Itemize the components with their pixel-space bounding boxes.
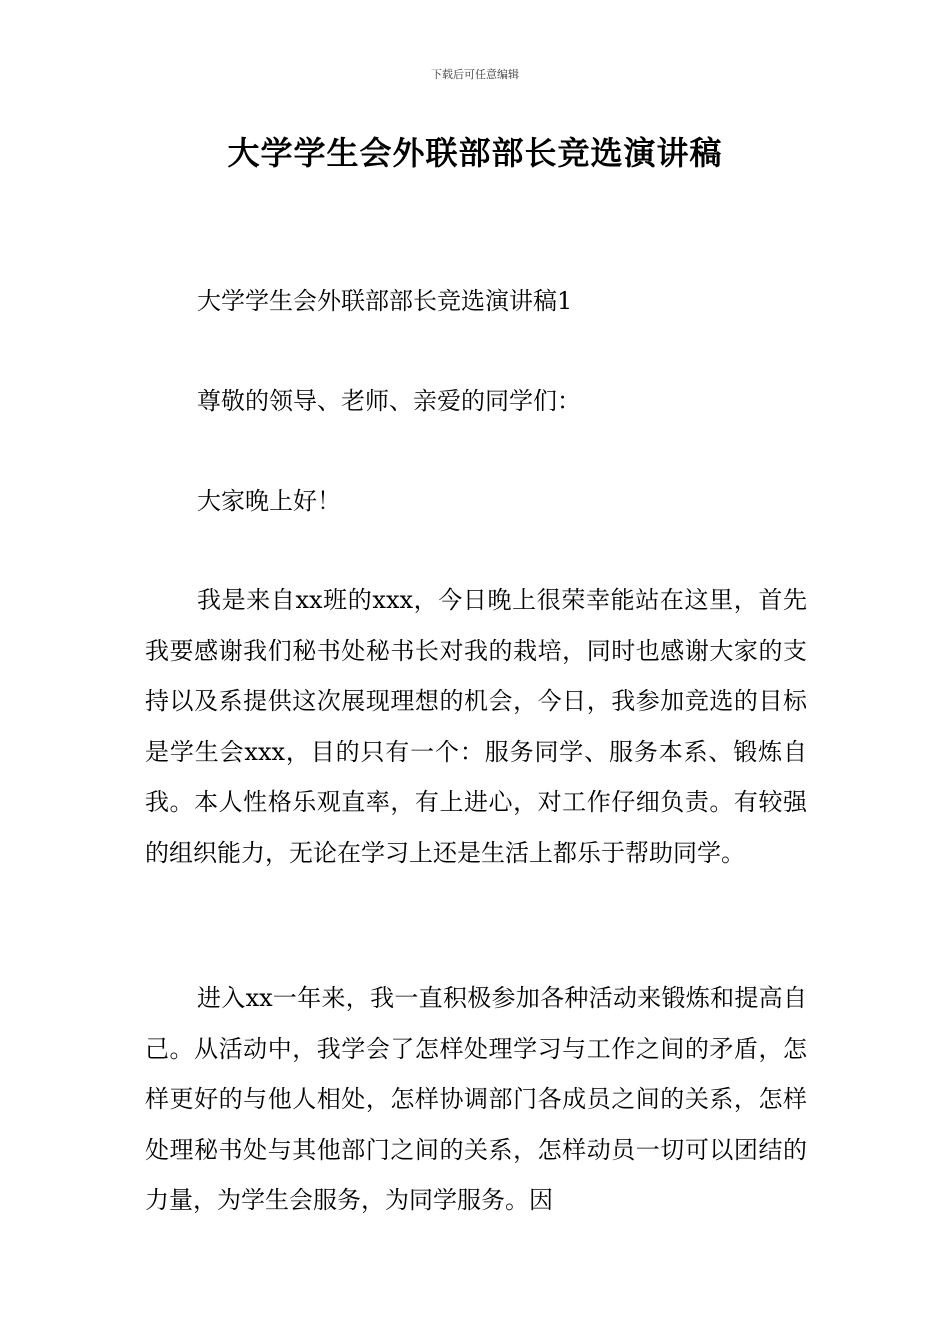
paragraph-body: 进入xx一年来，我一直积极参加各种活动来锻炼和提高自己。从活动中，我学会了怎样处理学习与工作之间的矛盾，怎样更好的与他人相处，怎样协调部门各成员之间的关系，怎样处理秘书处与其他部门之间的关系，怎样动员一切可以团结的力量，为学生会服务，为同学服务。因 bbox=[145, 984, 807, 1214]
header-note: 下载后可任意编辑 bbox=[431, 68, 519, 81]
document-title: 大学学生会外联部部长竞选演讲稿 bbox=[227, 134, 723, 172]
paragraph-greeting: 大家晚上好！ bbox=[197, 487, 341, 515]
paragraph-salutation: 尊敬的领导、老师、亲爱的同学们： bbox=[197, 387, 581, 415]
paragraph-body: 我是来自xx班的xxx，今日晚上很荣幸能站在这里，首先我要感谢我们秘书处秘书长对我的栽培，同时也感谢大家的支持以及系提供这次展现理想的机会，今日，我参加竞选的目标是学生会xxx，目的只有一个：服务同学、服务本系、锻炼自我。本人性格乐观直率，有上进心，对工作仔细负责。有较强的组织能力，无论在学习上还是生活上都乐于帮助同学。 bbox=[145, 586, 807, 867]
paragraph-subtitle: 大学学生会外联部部长竞选演讲稿1 bbox=[197, 287, 573, 315]
